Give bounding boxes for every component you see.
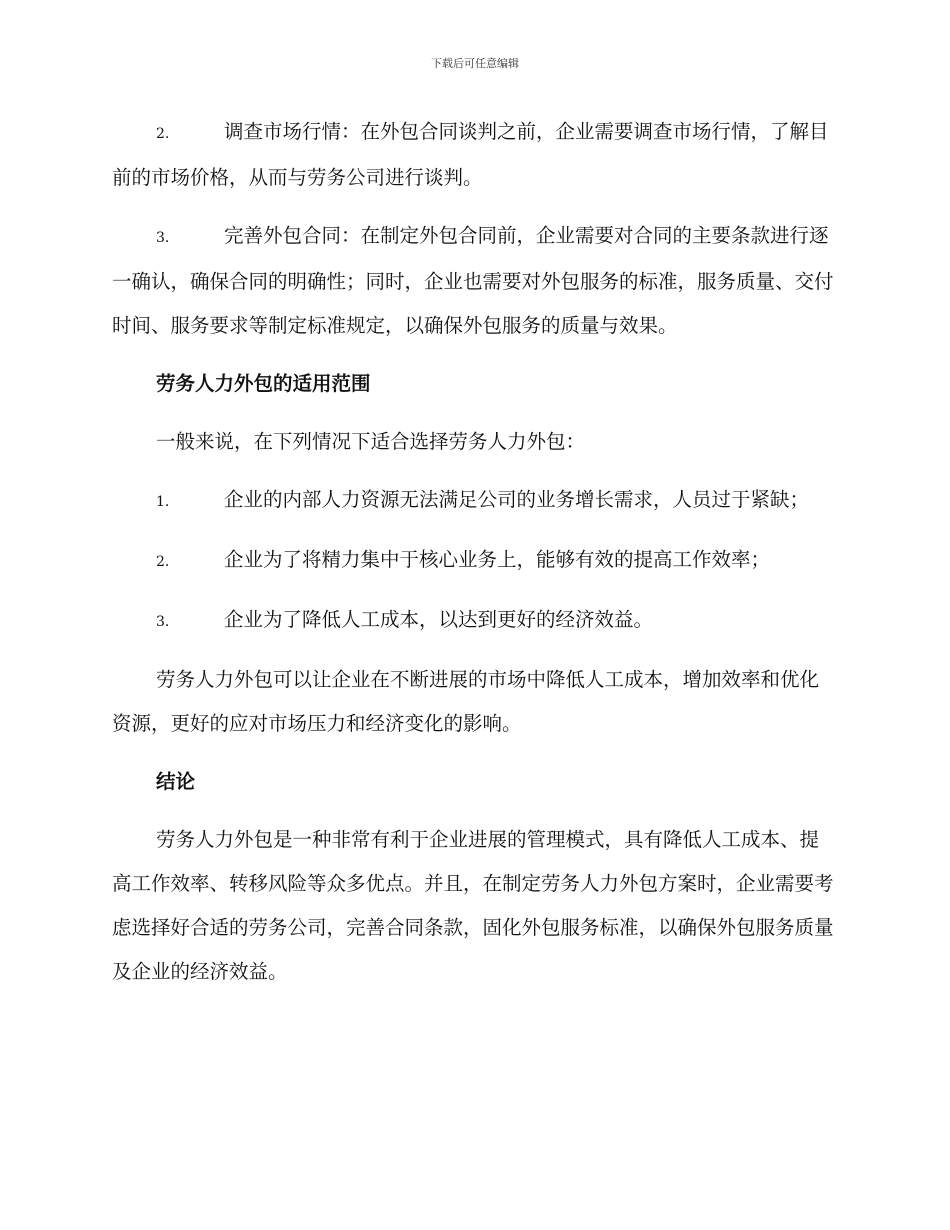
list-number: 3. <box>156 230 170 246</box>
list-number: 2. <box>156 554 170 570</box>
section-heading: 结论 <box>156 770 196 793</box>
header-note: 下载后可任意编辑 <box>431 57 519 70</box>
document-body <box>112 110 834 994</box>
paragraph: 一般来说，在下列情况下适合选择劳务人力外包： <box>156 430 586 453</box>
list-item <box>112 214 834 348</box>
list-item-text: 完善外包合同：在制定外包合同前，企业需要对合同的主要条款进行逐一确认，确保合同的明确性；同时，企业也需要对外包服务的标准，服务质量、交付时间、服务要求等制定标准规定，以确保外包服务的质量与效果。 <box>112 224 834 337</box>
paragraph: 劳务人力外包是一种非常有利于企业进展的管理模式，具有降低人工成本、提高工作效率、转移风险等众多优点。并且，在制定劳务人力外包方案时，企业需要考虑选择好合适的劳务公司，完善合同条款，固化外包服务标准，以确保外包服务质量及企业的经济效益。 <box>112 828 834 983</box>
section-heading: 劳务人力外包的适用范围 <box>156 372 371 395</box>
list-number: 1. <box>156 494 170 510</box>
list-item <box>112 478 834 524</box>
list-item <box>112 598 834 644</box>
list-item-text: 调查市场行情：在外包合同谈判之前，企业需要调查市场行情，了解目前的市场价格，从而与劳务公司进行谈判。 <box>112 120 829 189</box>
paragraph: 劳务人力外包可以让企业在不断进展的市场中降低人工成本，增加效率和优化资源，更好的应对市场压力和经济变化的影响。 <box>112 668 820 735</box>
list-item-text: 企业为了降低人工成本，以达到更好的经济效益。 <box>224 608 654 631</box>
list-number: 3. <box>156 614 170 630</box>
list-item-text: 企业的内部人力资源无法满足公司的业务增长需求，人员过于紧缺； <box>224 488 810 511</box>
list-number: 2. <box>156 126 170 142</box>
list-item <box>112 110 834 200</box>
list-item <box>112 538 834 584</box>
list-item-text: 企业为了将精力集中于核心业务上，能够有效的提高工作效率； <box>224 548 771 571</box>
